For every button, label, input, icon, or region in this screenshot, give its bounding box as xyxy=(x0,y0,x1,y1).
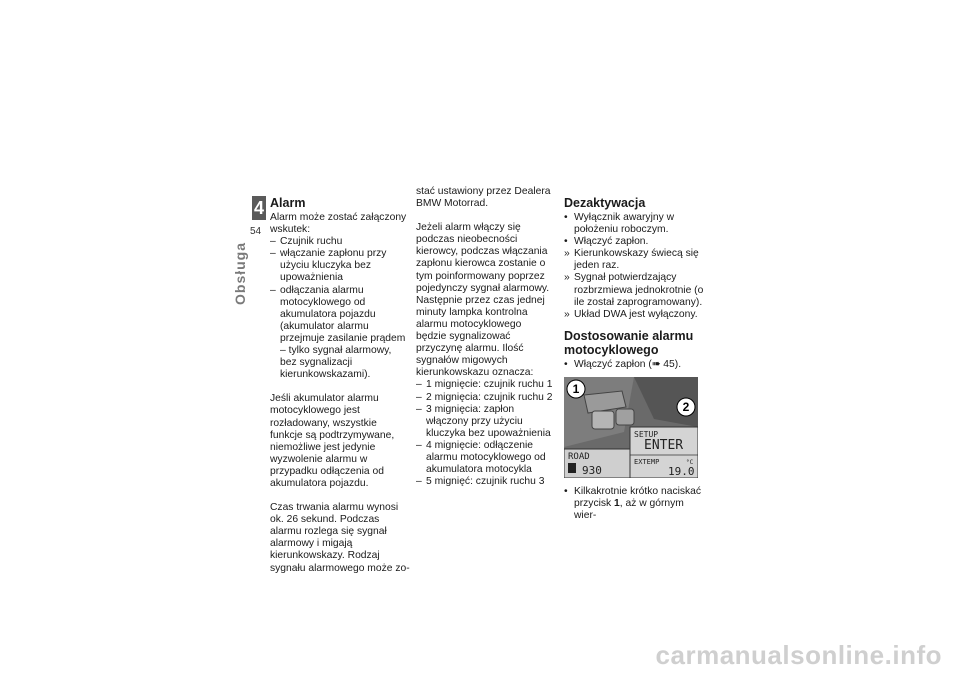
list-item: – 2 mignięcia: czujnik ruchu 2 xyxy=(416,391,553,403)
list-item: • Włączyć zapłon (➠ 45). xyxy=(564,358,682,370)
alarm-heading: Alarm xyxy=(270,196,306,210)
paragraph: stać ustawiony przez Dealera BMW Motorrad. xyxy=(416,186,551,210)
chapter-tab: 4 xyxy=(253,198,264,218)
display-mode: ROAD xyxy=(568,451,590,462)
list-item: • Kilkakrotnie krótko naciskać przycisk 1, aż w górnym wier- xyxy=(564,485,702,522)
column-2 xyxy=(416,186,554,488)
display-value: 930 xyxy=(582,463,602,477)
handlebar-illustration xyxy=(564,377,698,478)
callout-2: 2 xyxy=(682,399,690,414)
list-item: » Sygnał potwierdzający rozbrzmiewa jednokrotnie (o ile został zaprogramowany). xyxy=(564,272,704,308)
list-item: – 3 mignięcia: zapłon włączony przy użyciu kluczyka bez upoważnienia xyxy=(416,403,551,439)
page-number: 54 xyxy=(250,226,262,237)
watermark-footer: carmanualsonline.info xyxy=(655,640,942,670)
column-3 xyxy=(564,196,704,522)
display-unit: °C xyxy=(686,458,694,466)
list-item: » Kierunkowskazy świecą się jeden raz. xyxy=(564,248,699,272)
callout-1: 1 xyxy=(572,381,580,396)
section-title: Obsługa xyxy=(232,241,248,305)
paragraph: Jeśli akumulator alarmu motocyklowego jest rozładowany, wszystkie funkcje są podtrzymywane, niemożliwe jest jedynie wyzwolenie alarmu w przypadku odłączenia od akumulatora pojazdu. xyxy=(270,393,395,489)
display-extemp: EXTEMP xyxy=(634,457,660,466)
list-item: – włączanie zapłonu przy użyciu kluczyka bez upoważnienia xyxy=(270,248,387,284)
deactivation-heading: Dezaktywacja xyxy=(564,196,646,210)
handlebar-photo xyxy=(564,377,698,478)
list-item: – Czujnik ruchu xyxy=(270,236,343,248)
column-1 xyxy=(270,196,410,575)
display-temp: 19.0 xyxy=(668,464,695,478)
paragraph: Czas trwania alarmu wynosi ok. 26 sekund. Podczas alarmu rozlega się sygnał alarmowy i migają kierunkowskazy. Rodzaj sygnału alarmowego może zo- xyxy=(270,502,410,574)
display-setup: SETUP xyxy=(634,429,659,439)
list-item: – odłączania alarmu motocyklowego od akumulatora pojazdu (akumulator alarmu przejmuje zasilanie prądem – tylko sygnał alarmowy, bez sygnalizacji kierunkowskazami). xyxy=(270,284,406,381)
alarm-intro: Alarm może zostać załączony wskutek: xyxy=(270,212,407,236)
list-item: • Włączyć zapłon. xyxy=(564,236,649,248)
list-item: • Wyłącznik awaryjny w położeniu roboczym. xyxy=(564,212,675,236)
list-item: – 5 mignięć: czujnik ruchu 3 xyxy=(416,476,545,488)
adjust-alarm-heading: Dostosowanie alarmu motocyklowego xyxy=(564,328,694,357)
paragraph: Jeżeli alarm włączy się podczas nieobecności kierowcy, podczas włączania zapłonu kierowca zostanie o tym poinformowany poprzez pojedynczy sygnał alarmowy. Następnie przez czas jednej minuty lampka kontrolna alarmu motocyklowego będzie sygnalizować przyczynę alarmu. Ilość sygnałów migowych kierunkowskazu oznacza: xyxy=(416,222,550,379)
list-item: » Układ DWA jest wyłączony. xyxy=(564,308,698,320)
display-enter: ENTER xyxy=(644,437,684,453)
list-item: – 4 mignięcie: odłączenie alarmu motocyklowego od akumulatora motocykla xyxy=(416,439,546,476)
list-item: – 1 mignięcie: czujnik ruchu 1 xyxy=(416,379,553,391)
